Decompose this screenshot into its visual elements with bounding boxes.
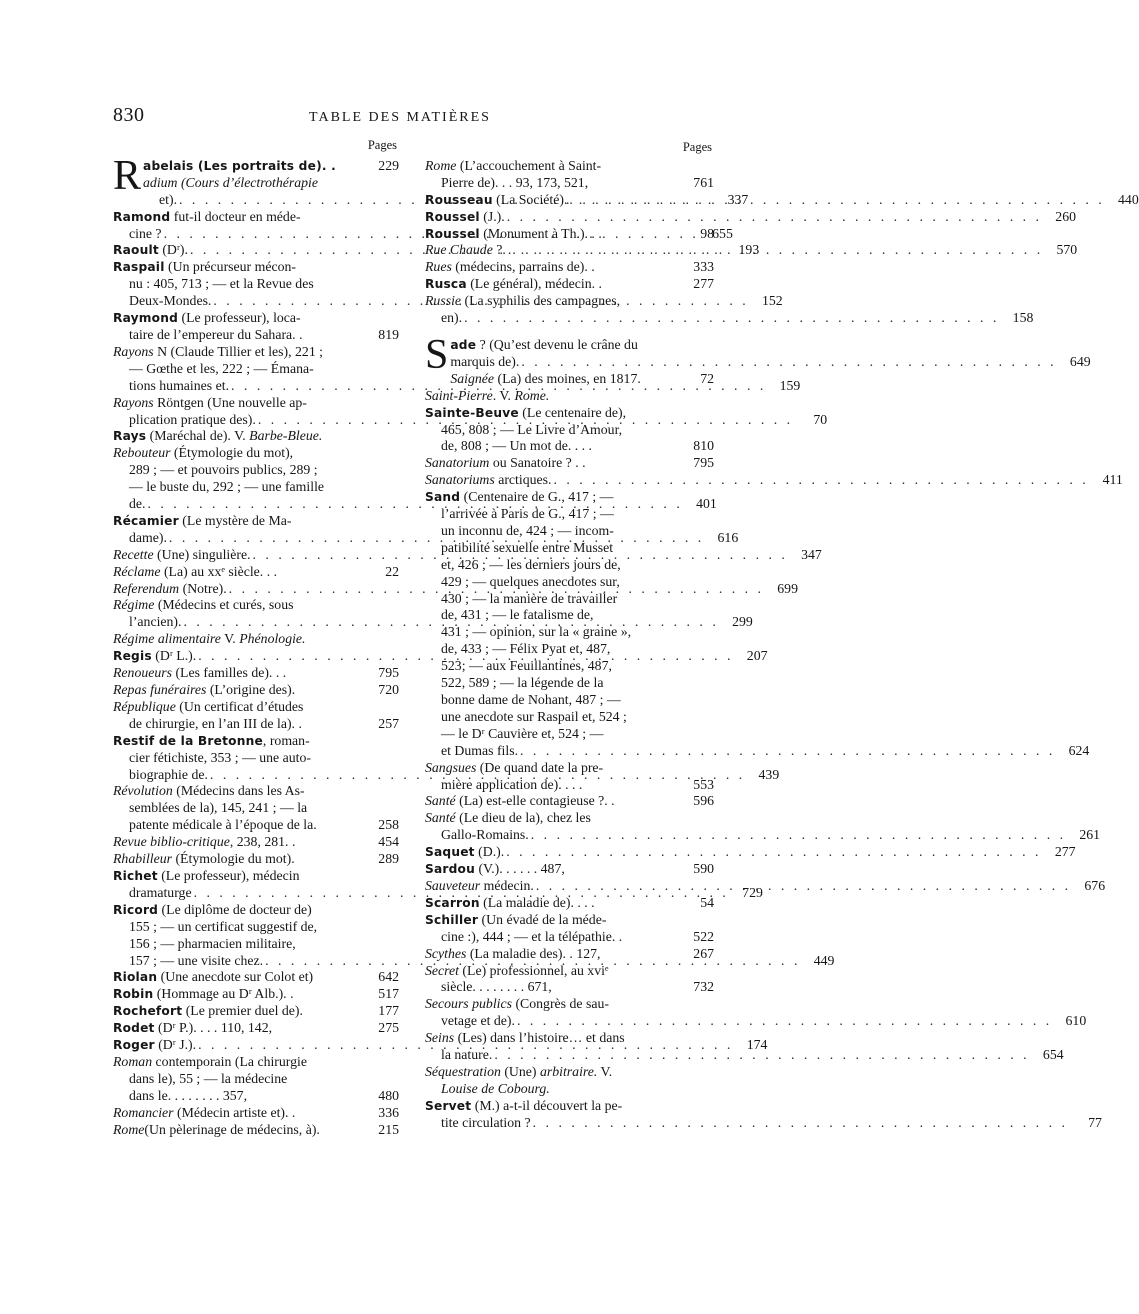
entry-text: Rays (Maréchal de). V. Barbe-Bleue. <box>113 428 323 444</box>
entry-text: Rayons N (Claude Tillier et les), 221 ; <box>113 343 324 359</box>
entry-text: abelais (Les portraits de). . <box>143 158 336 173</box>
page-ref: 649 <box>1069 353 1091 369</box>
entry-text: siècle. . . . . . . . 671, <box>441 979 552 995</box>
drop-cap: S <box>425 331 449 378</box>
index-entry-continuation <box>113 817 399 834</box>
index-entry <box>425 1030 714 1047</box>
page-ref: 616 <box>717 529 739 545</box>
index-entry <box>113 1122 399 1139</box>
index-entry-continuation <box>425 310 1034 327</box>
index-entry-continuation <box>425 641 714 658</box>
index-entry <box>113 344 399 361</box>
index-entry <box>113 868 399 885</box>
entry-text: Rousseau (La Société). <box>425 191 568 207</box>
page-ref: 54 <box>700 894 714 910</box>
index-entry <box>113 1105 399 1122</box>
entry-text: marquis de). <box>450 353 520 369</box>
page-ref: 174 <box>746 1037 768 1053</box>
page-ref: 439 <box>758 766 780 782</box>
page-ref: 98 <box>700 225 714 241</box>
entry-text: Rues (médecins, parrains de). . <box>425 259 595 275</box>
page-ref: 654 <box>1042 1047 1064 1063</box>
index-entry <box>113 1054 399 1071</box>
entry-text: Sainte-Beuve (Le centenaire de), <box>425 404 627 420</box>
entry-text: bonne dame de Nohant, 487 ; — <box>441 692 621 707</box>
page-ref: 655 <box>712 225 733 241</box>
entry-text: cier fétichiste, 353 ; — une auto- <box>129 749 311 765</box>
index-entry <box>425 912 714 929</box>
entry-text: Rayons Röntgen (Une nouvelle ap- <box>113 394 307 410</box>
entry-text: Restif de la Bretonne, roman- <box>113 732 310 748</box>
index-entry-continuation <box>425 726 714 743</box>
entry-text: Récamier (Le mystère de Ma- <box>113 512 292 528</box>
page-ref: 337 <box>727 191 749 207</box>
page-ref: 553 <box>693 776 714 792</box>
entry-text: Riolan (Une anecdote sur Colot et) <box>113 969 314 985</box>
entry-text: Revue biblio-critique, 238, 281. . <box>113 834 296 850</box>
page-ref: 72 <box>700 370 714 386</box>
index-entry <box>113 597 399 614</box>
entry-text: Rodet (Dʳ P.). . . . 110, 142, <box>113 1020 273 1036</box>
entry-text: République (Un certificat d’études <box>113 698 304 714</box>
index-entry-continuation <box>425 523 714 540</box>
page-ref: 177 <box>378 1003 399 1019</box>
index-entry <box>425 226 714 243</box>
page-ref: 158 <box>1012 310 1034 326</box>
entry-text: dans le. . . . . . . . 357, <box>129 1087 248 1103</box>
entry-text: Roussel (J.). <box>425 208 505 224</box>
entry-text: dame). <box>129 529 167 545</box>
page-ref: 277 <box>1054 844 1076 860</box>
page-ref: 70 <box>813 411 828 427</box>
entry-text: Raymond (Le professeur), loca- <box>113 310 301 326</box>
entry-text: — Gœthe et les, 222 ; — Émana- <box>129 360 314 376</box>
index-entry <box>425 844 1076 861</box>
entry-text: Sanatoriums arctiques. <box>425 472 552 488</box>
page-ref: 699 <box>777 580 798 596</box>
entry-text: Révolution (Médecins dans les As- <box>113 783 305 799</box>
entry-text: 430 ; — la manière de travailler <box>441 590 618 606</box>
entry-text: dramaturge <box>129 884 192 900</box>
page-ref: 257 <box>378 715 399 731</box>
page-ref: 610 <box>1065 1013 1087 1029</box>
index-entry-continuation <box>113 327 399 344</box>
entry-text: Sauveteur médecin. <box>425 877 534 893</box>
entry-text: Rue Chaude ?. <box>425 242 506 258</box>
page-ref: 480 <box>378 1087 399 1103</box>
page-ref: 347 <box>801 546 822 562</box>
page-ref: 517 <box>378 986 399 1002</box>
entry-text: 155 ; — un certificat suggestif de, <box>129 918 318 934</box>
page-ref: 522 <box>693 928 714 944</box>
index-entry <box>425 1064 714 1081</box>
index-entry <box>425 996 714 1013</box>
page-ref: 77 <box>1088 1114 1102 1130</box>
page-ref: 590 <box>693 861 714 877</box>
page-ref: 277 <box>693 276 714 292</box>
page-ref: 732 <box>693 979 714 995</box>
entry-text: Schiller (Un évadé de la méde- <box>425 911 607 927</box>
index-entry <box>425 895 714 912</box>
page-ref: 676 <box>1084 877 1106 893</box>
entry-text: et). <box>159 191 178 207</box>
page-ref: 159 <box>779 377 801 393</box>
page-ref: 261 <box>1079 827 1101 843</box>
index-entry <box>425 810 714 827</box>
entry-text: 429 ; — quelques anecdotes sur, <box>441 573 620 589</box>
entry-text: Scythes (La maladie des). . 127, <box>425 945 601 961</box>
index-entry <box>425 472 1123 489</box>
index-entry <box>425 861 714 878</box>
index-entry <box>113 564 399 581</box>
page-ref: 299 <box>732 614 753 630</box>
entry-text: et, 426 ; — les derniers jours de, <box>441 556 621 572</box>
entry-text: Régime alimentaire V. Phénologie. <box>113 631 306 647</box>
index-entry-continuation <box>425 742 1090 760</box>
entry-text: cine ? <box>129 225 162 241</box>
entry-text: Rebouteur (Étymologie du mot), <box>113 445 294 461</box>
page-ref: 761 <box>693 174 714 190</box>
entry-text: et Dumas fils. <box>441 742 519 758</box>
entry-text: Seins (Les) dans l’histoire… et dans <box>425 1030 625 1046</box>
entry-text: l’arrivée à Paris de G., 417 ; — <box>441 506 614 522</box>
index-entry-continuation <box>425 540 714 557</box>
entry-text: — le buste du, 292 ; — une famille <box>129 479 325 495</box>
entry-text: Secours publics (Congrès de sau- <box>425 996 609 1012</box>
index-entry-continuation <box>113 800 399 817</box>
page-ref: 22 <box>385 563 399 579</box>
entry-text: Roussel (Monument à Th.). . . <box>425 225 602 241</box>
page-ref: 401 <box>696 496 717 512</box>
entry-text: Renoueurs (Les familles de). . . <box>113 665 287 681</box>
entry-text: la nature. <box>441 1047 493 1063</box>
index-entry <box>113 733 399 750</box>
entry-text: 289 ; — et pouvoirs publics, 289 ; <box>129 462 318 478</box>
index-entry <box>113 665 399 682</box>
index-entry-continuation <box>425 438 714 455</box>
index-entry <box>425 489 714 506</box>
page-ref: 260 <box>1055 208 1076 224</box>
entry-text: une anecdote sur Raspail et, 524 ; <box>441 708 627 724</box>
index-entry <box>450 371 714 388</box>
index-entry <box>425 760 714 777</box>
entry-text: 156 ; — pharmacien militaire, <box>129 935 296 951</box>
entry-text: Repas funéraires (L’origine des). <box>113 682 296 697</box>
entry-text: Rusca (Le général), médecin. . <box>425 276 602 292</box>
entry-text: tite circulation ? <box>441 1114 531 1130</box>
page-title: TABLE DES MATIÈRES <box>309 110 491 125</box>
index-entry <box>425 793 714 810</box>
index-entry <box>113 428 399 445</box>
page-number: 830 <box>113 104 145 126</box>
entry-text: 431 ; — opinion, sur la « graine », <box>441 624 632 640</box>
page-ref: 449 <box>813 952 835 968</box>
entry-text: de. <box>129 496 146 512</box>
index-entry-continuation <box>425 557 714 574</box>
index-entry <box>113 834 399 851</box>
index-entry <box>425 208 1076 226</box>
index-entry <box>113 783 399 800</box>
page-ref: 570 <box>1056 242 1078 258</box>
entry-text: 522, 589 ; — la légende de la <box>441 675 604 691</box>
index-entry <box>113 445 399 462</box>
page-ref: 720 <box>378 682 399 697</box>
entry-text: Sanatorium ou Sanatoire ? . . <box>425 455 586 471</box>
index-entry <box>113 902 399 919</box>
index-entry-continuation <box>113 479 399 496</box>
page-ref: 810 <box>693 438 714 454</box>
entry-text: Séquestration (Une) arbitraire. V. <box>425 1063 613 1079</box>
entry-text: cine :), 444 ; — et la télépathie. . <box>441 928 623 944</box>
entry-text: Regis (Dʳ L.). <box>113 648 197 664</box>
entry-text: taire de l’empereur du Sahara. . <box>129 326 303 342</box>
entry-text: Ricord (Le diplôme de docteur de) <box>113 901 312 917</box>
entry-text: de, 431 ; — le fatalisme de, <box>441 607 594 623</box>
index-entry-continuation <box>113 462 399 479</box>
index-entry <box>425 1098 714 1115</box>
entry-text: Referendum (Notre). <box>113 580 227 596</box>
entry-text: Recette (Une) singulière. <box>113 546 251 562</box>
index-entry <box>425 388 714 405</box>
index-entry <box>425 405 714 422</box>
page-ref: 440 <box>1118 191 1139 207</box>
page-ref: 193 <box>738 242 760 258</box>
entry-text: Sardou (V.). . . . . . 487, <box>425 861 565 877</box>
entry-text: Robin (Hommage au Dʳ Alb.). . <box>113 986 294 1002</box>
index-entry-continuation <box>425 1013 1087 1030</box>
page-ref: 207 <box>746 648 768 664</box>
entry-text: Roger (Dʳ J.). <box>113 1037 197 1053</box>
entry-text: en). <box>441 310 463 326</box>
entry-text: Raoult (Dʳ). <box>113 242 188 258</box>
entry-text: Sand (Centenaire de G., 417 ; — <box>425 489 614 505</box>
entry-text: vetage et de). <box>441 1013 515 1029</box>
page-ref: 289 <box>378 851 399 867</box>
page-ref: 411 <box>1102 472 1123 488</box>
index-entry <box>425 946 714 963</box>
entry-text: Régime (Médecins et curés, sous <box>113 597 294 613</box>
entry-text: Romancier (Médecin artiste et). . <box>113 1104 296 1120</box>
index-entry <box>113 1003 399 1020</box>
index-entry-continuation <box>425 777 714 794</box>
entry-text: Raspail (Un précurseur mécon- <box>113 259 296 275</box>
entry-text: Saint-Pierre. V. Rome. <box>425 387 550 403</box>
entry-text: plication pratique des). <box>129 411 256 427</box>
entry-text: patente médicale à l’époque de la. <box>129 817 317 833</box>
page-ref: 819 <box>378 326 399 342</box>
index-entry <box>113 259 399 276</box>
index-entry-continuation <box>425 1047 1064 1064</box>
index-entry-continuation <box>425 709 714 726</box>
index-entry-continuation <box>425 827 1101 844</box>
entry-text: dans le), 55 ; — la médecine <box>129 1070 288 1086</box>
page-ref: 229 <box>378 157 399 173</box>
index-entry-continuation <box>425 506 714 523</box>
entry-text: 523; — aux Feuillantines, 487, <box>441 658 612 674</box>
entry-text: Roman contemporain (La chirurgie <box>113 1053 307 1069</box>
entry-text: Gallo-Romains. <box>441 827 529 843</box>
page-ref: 596 <box>693 793 714 809</box>
index-entry-continuation <box>113 276 399 293</box>
entry-text: mière application de). . . . <box>441 776 583 792</box>
entry-text: biographie de. <box>129 766 208 782</box>
entry-text: semblées de la), 145, 241 ; — la <box>129 800 308 816</box>
entry-text: Richet (Le professeur), médecin <box>113 867 300 883</box>
index-entry-continuation <box>425 1114 1102 1132</box>
index-entry <box>425 158 714 175</box>
index-entry-continuation <box>425 422 714 439</box>
entry-text: Sangsues (De quand date la pre- <box>425 759 604 775</box>
index-entry-continuation <box>425 658 714 675</box>
page-ref: 795 <box>693 455 714 471</box>
entry-text: 465, 808 ; — Le Livre d’Amour, <box>441 421 623 437</box>
drop-cap: R <box>113 152 142 199</box>
entry-text: Saquet (D.). <box>425 844 505 860</box>
page-ref: 795 <box>378 665 399 681</box>
index-entry-continuation <box>425 574 714 591</box>
index-entry <box>425 963 714 980</box>
page-ref: 258 <box>378 817 399 833</box>
entry-text: de, 808 ; — Un mot de. . . . <box>441 438 592 454</box>
index-entry <box>113 986 399 1003</box>
index-entry-continuation <box>425 607 714 624</box>
pages-label: Pages <box>682 140 712 154</box>
entry-text: Santé (La) est-elle contagieuse ?. . <box>425 793 615 809</box>
index-entry-continuation <box>113 919 399 936</box>
pages-label: Pages <box>367 138 397 152</box>
page-ref: 333 <box>693 259 714 275</box>
index-entry <box>113 969 399 986</box>
index-entry-continuation <box>425 175 714 192</box>
entry-text: Russie (La syphilis des campagnes, <box>425 293 621 309</box>
index-entry-continuation <box>425 979 714 996</box>
entry-text: Saignée (La) des moines, en 1817. <box>450 370 641 386</box>
index-entry-continuation <box>425 675 714 692</box>
index-entry-continuation <box>425 591 714 608</box>
entry-text: nu : 405, 713 ; — et la Revue des <box>129 276 314 292</box>
index-entry-continuation <box>113 936 399 953</box>
page-ref: 729 <box>742 884 763 900</box>
index-entry-continuation <box>425 1081 714 1098</box>
entry-text: Rhabilleur (Étymologie du mot). <box>113 851 295 867</box>
page-ref: 152 <box>761 293 783 309</box>
index-entry-continuation <box>113 361 399 378</box>
page-ref: 215 <box>378 1121 399 1137</box>
index-entry <box>113 209 399 226</box>
entry-text: de chirurgie, en l’an III de la). . <box>129 715 302 731</box>
index-entry <box>425 455 714 472</box>
index-entry <box>425 259 714 276</box>
index-entry <box>113 699 399 716</box>
entry-text: patibilité sexuelle entre Musset <box>441 539 614 555</box>
index-entry-continuation <box>425 624 714 641</box>
entry-text: Deux-Mondes. <box>129 293 212 309</box>
index-entry-continuation <box>113 1088 399 1105</box>
index-entry <box>425 293 714 310</box>
entry-text: Santé (Le dieu de la), chez les <box>425 810 591 826</box>
page-ref: 267 <box>693 945 714 961</box>
entry-text: tions humaines et. <box>129 377 230 393</box>
entry-text: Servet (M.) a-t-il découvert la pe- <box>425 1097 623 1113</box>
page-ref: 624 <box>1068 742 1090 758</box>
index-entry-continuation <box>113 1071 399 1088</box>
entry-text: Secret (Le) professionnel, au xviᵉ <box>425 962 609 978</box>
index-entry <box>425 276 714 293</box>
index-entry-continuation <box>113 716 399 733</box>
index-entry <box>113 682 399 699</box>
page-ref: 275 <box>378 1020 399 1036</box>
index-entry-continuation <box>425 929 714 946</box>
entry-text: adium (Cours d’électrothérapie <box>143 174 319 190</box>
entry-text: 157 ; — une visite chez. <box>129 952 264 968</box>
page-ref: 336 <box>378 1104 399 1120</box>
entry-text: Rome(Un pèlerinage de médecins, à). <box>113 1121 320 1137</box>
index-entry <box>113 631 399 648</box>
entry-text: Pierre de). . . 93, 173, 521, <box>441 174 589 190</box>
index-entry-continuation <box>113 750 399 767</box>
entry-text: Louise de Cobourg. <box>441 1080 550 1096</box>
entry-text: un inconnu de, 424 ; — incom- <box>441 522 614 538</box>
entry-text: — le Dʳ Cauvière et, 524 ; — <box>441 725 604 741</box>
entry-text: Rome (L’accouchement à Saint- <box>425 157 602 173</box>
index-entry <box>113 1020 399 1037</box>
page-ref: 642 <box>378 969 399 985</box>
entry-text: Ramond fut-il docteur en méde- <box>113 208 301 224</box>
index-entry <box>113 513 399 530</box>
entry-text: Rochefort (Le premier duel de). <box>113 1003 303 1019</box>
entry-text: l’ancien). <box>129 614 182 630</box>
index-entry-continuation <box>425 692 714 709</box>
index-entry <box>113 310 399 327</box>
index-entry <box>113 395 399 412</box>
page-ref: 454 <box>378 834 399 850</box>
entry-text: de, 433 ; — Félix Pyat et, 487, <box>441 641 611 657</box>
index-entry <box>113 851 399 868</box>
entry-text: ade ? (Qu’est devenu le crâne du <box>450 336 638 352</box>
entry-text: Réclame (La) au xxᵉ siècle. . . <box>113 563 278 579</box>
entry-text: Scarron (La maladie de). . . . <box>425 894 595 910</box>
